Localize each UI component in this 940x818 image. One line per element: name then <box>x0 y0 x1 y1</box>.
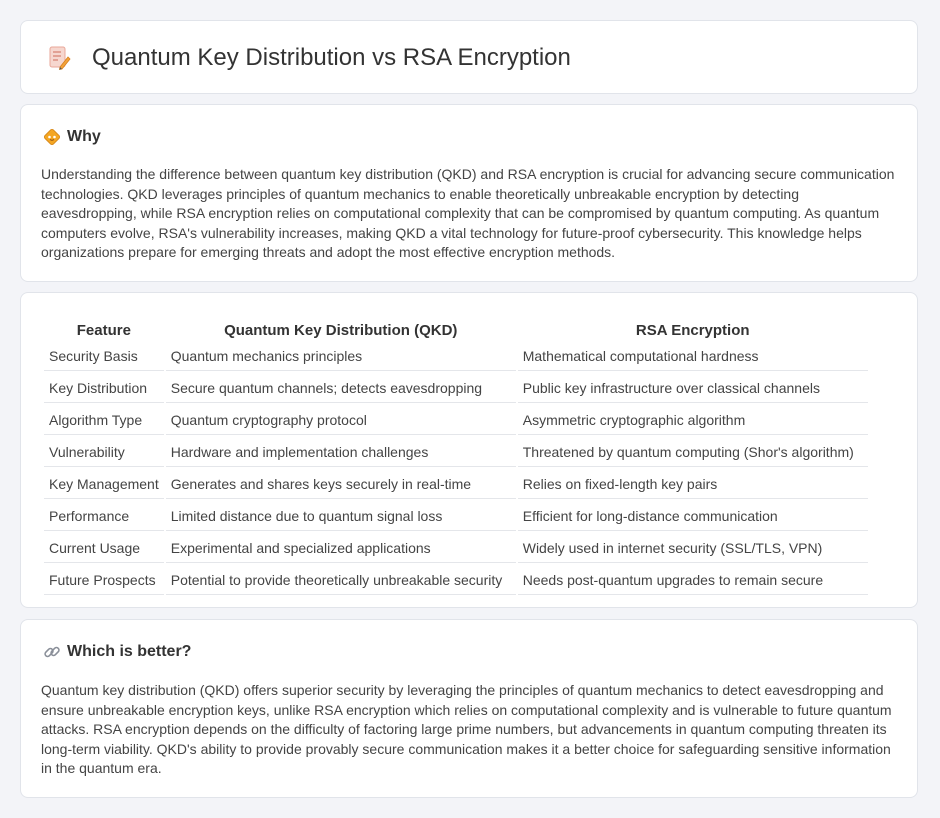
qkd-cell: Generates and shares keys securely in real-time <box>166 469 516 499</box>
qkd-cell: Experimental and specialized applications <box>166 533 516 563</box>
page-title: Quantum Key Distribution vs RSA Encryption <box>92 44 571 71</box>
document-pencil-icon <box>47 45 71 71</box>
qkd-cell: Hardware and implementation challenges <box>166 437 516 467</box>
rsa-cell: Efficient for long-distance communication <box>518 501 868 531</box>
qkd-cell: Potential to provide theoretically unbreakable security <box>166 565 516 595</box>
qkd-cell: Limited distance due to quantum signal loss <box>166 501 516 531</box>
table-row <box>44 373 868 403</box>
why-section <box>20 104 918 282</box>
which-section <box>20 619 918 798</box>
rsa-cell: Threatened by quantum computing (Shor's algorithm) <box>518 437 868 467</box>
which-heading <box>43 641 191 663</box>
why-heading <box>43 126 101 148</box>
table-row <box>44 533 868 563</box>
why-title: Why <box>67 128 101 145</box>
rsa-cell: Mathematical computational hardness <box>518 341 868 371</box>
feature-cell: Security Basis <box>44 341 164 371</box>
comparison-table <box>42 311 870 597</box>
feature-cell: Key Distribution <box>44 373 164 403</box>
column-header-rsa: RSA Encryption <box>635 322 750 339</box>
comparison-table-card <box>20 292 918 608</box>
rsa-cell: Public key infrastructure over classical channels <box>518 373 868 403</box>
rsa-cell: Widely used in internet security (SSL/TLS, VPN) <box>518 533 868 563</box>
why-text: Understanding the difference between quantum key distribution (QKD) and RSA encryption is crucial for advancing secure communication technologies. QKD leverages principles of quantum mechanics to enable theoretically unbreakable encryption by detecting eavesdropping, while RSA encryption relies on computational complexity that can be compromised by quantum computing. As quantum computers evolve, RSA's vulnerability increases, making QKD a vital technology for future-proof cybersecurity. This knowledge helps organizations prepare for emerging threats and adopt the most effective encryption methods. <box>41 166 895 261</box>
link-icon <box>43 643 61 661</box>
feature-cell: Performance <box>44 501 164 531</box>
rsa-cell: Asymmetric cryptographic algorithm <box>518 405 868 435</box>
table-row <box>44 565 868 595</box>
qkd-cell: Secure quantum channels; detects eavesdropping <box>166 373 516 403</box>
table-header-row <box>44 313 868 339</box>
feature-cell: Algorithm Type <box>44 405 164 435</box>
diamond-warning-icon <box>43 128 61 146</box>
table-row <box>44 469 868 499</box>
feature-cell: Future Prospects <box>44 565 164 595</box>
which-text: Quantum key distribution (QKD) offers superior security by leveraging the principles of quantum mechanics to detect eavesdropping and ensure unbreakable encryption keys, unlike RSA encryption which relies on computational complexity and is vulnerable to future quantum attacks. RSA encryption depends on the difficulty of factoring large prime numbers, but advancements in quantum computing threaten its long-term viability. QKD's ability to provide provably secure communication makes it a better choice for safeguarding sensitive information in the quantum era. <box>41 682 892 777</box>
qkd-cell: Quantum mechanics principles <box>166 341 516 371</box>
which-title: Which is better? <box>67 643 192 660</box>
qkd-cell: Quantum cryptography protocol <box>166 405 516 435</box>
table-row <box>44 341 868 371</box>
column-header-qkd: Quantum Key Distribution (QKD) <box>224 322 458 339</box>
feature-cell: Vulnerability <box>44 437 164 467</box>
table-row <box>44 405 868 435</box>
table-row <box>44 501 868 531</box>
rsa-cell: Needs post-quantum upgrades to remain secure <box>518 565 868 595</box>
header-card <box>20 20 918 94</box>
table-row <box>44 437 868 467</box>
feature-cell: Current Usage <box>44 533 164 563</box>
column-header-feature: Feature <box>76 322 131 339</box>
feature-cell: Key Management <box>44 469 164 499</box>
rsa-cell: Relies on fixed-length key pairs <box>518 469 868 499</box>
